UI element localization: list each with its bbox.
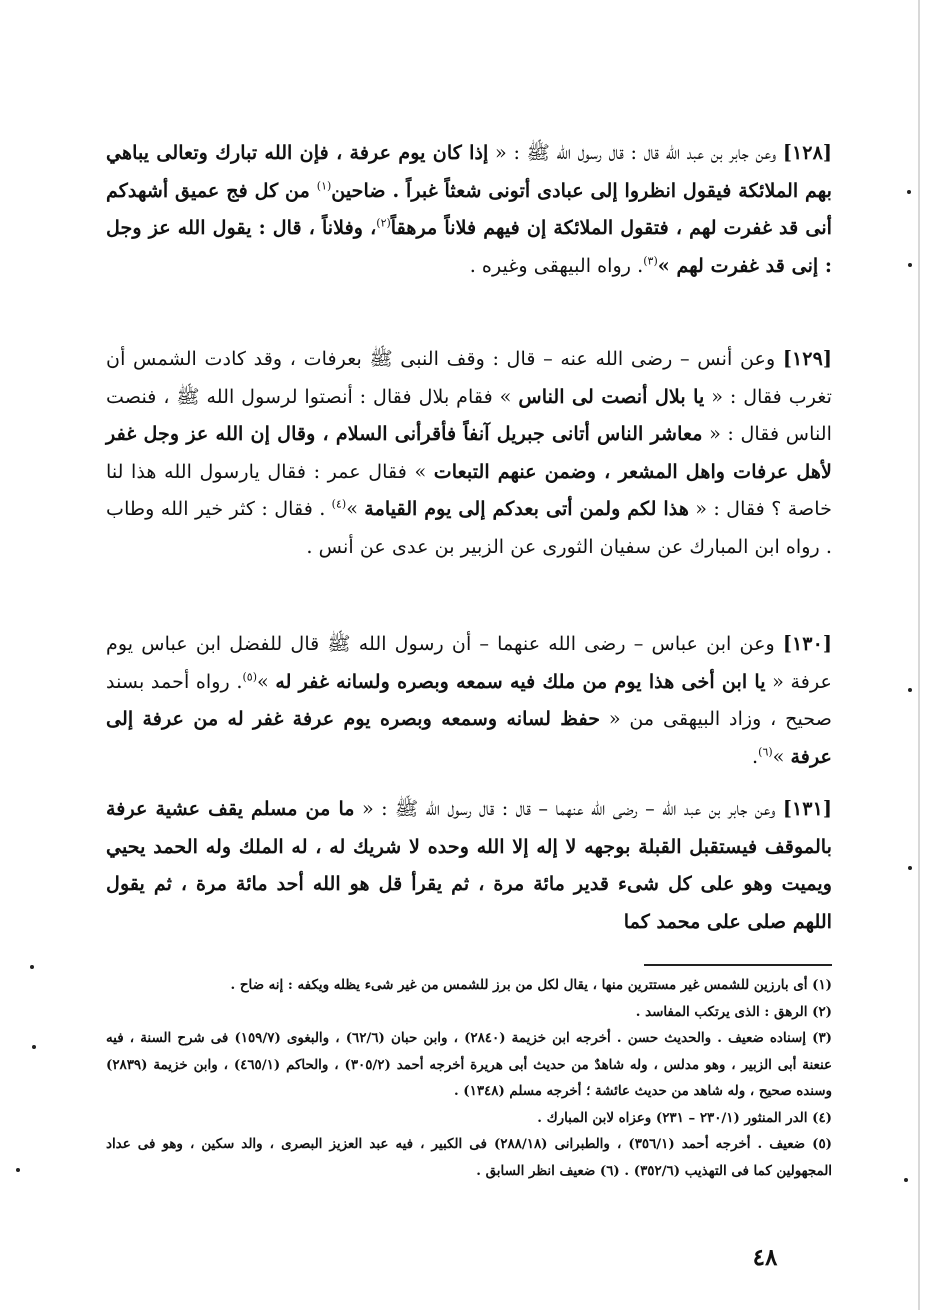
hadith-quote: هذا لكم ولمن أتى بعدكم إلى يوم القيامة xyxy=(364,497,689,520)
hadith-quote: يا بلال أنصت لى الناس xyxy=(518,384,705,408)
hadith-number: [١٣١] xyxy=(782,797,832,820)
hadith-129 xyxy=(106,340,832,565)
hadith-quote: إذا كان يوم عرفة ، فإن الله تبارك وتعالى يباهي بهم الملائكة فيقول انظروا إلى عبادى أتونى شعثاً غبراً . ضاحين xyxy=(106,141,832,202)
scan-speck xyxy=(907,190,911,194)
footnote-ref: (٤) xyxy=(331,497,347,511)
page-number: ٤٨ xyxy=(752,1244,778,1271)
hadith-number: [١٢٩] xyxy=(782,347,832,370)
footnote-ref: (١) xyxy=(316,179,332,193)
hadith-quote: حفظ لسانه وسمعه وبصره يوم عرفة غفر له من عرفة إلى عرفة xyxy=(106,707,832,768)
narration-text: . xyxy=(752,744,759,768)
scan-speck xyxy=(16,1168,20,1172)
scan-speck xyxy=(30,965,34,969)
hadith-quote: ، وفلاناً ، قال : يقول الله عز وجل : إنى قد غفرت لهم » xyxy=(106,216,832,277)
narration-text: . فقال : كثر خير الله وطاب . رواه ابن المبارك عن سفيان الثورى عن الزبير بن عدى عن أنس . xyxy=(106,497,832,558)
narration-text: . رواه أحمد بسند صحيح ، وزاد البيهقى من « xyxy=(106,669,832,730)
scan-speck xyxy=(908,866,912,870)
footnote-ref: (٣) xyxy=(643,254,658,268)
hadith-number: [١٣٠] xyxy=(782,632,832,655)
narration-text: وعن أنس – رضى الله عنه – قال : وقف النبى ﷺ بعرفات ، وقد كادت الشمس أن تغرب فقال : « xyxy=(106,347,832,408)
footnote-4: (٤) الدر المنثور (٢٣٠/١ – ٢٣١) وعزاه لابن المبارك . xyxy=(537,1109,832,1126)
hadith-quote: ما من مسلم يقف عشية عرفة بالموقف فيستقبل القبلة بوجهه لا إله إلا الله وحده لا شريك له ، له الملك وله الحمد يحيي ويميت وهو على كل شىء قدير مائة مرة ، ثم يقرأ قل هو الله أحد مائة مرة ، ثم يقول اللهم صلى على محمد كما xyxy=(106,797,832,933)
scan-speck xyxy=(904,1178,908,1182)
hadith-paragraph xyxy=(106,625,832,775)
footnote-3: (٣) إسناده ضعيف . والحديث حسن . أخرجه ابن خزيمة (٢٨٤٠) ، وابن حبان (٦٢/٦) ، والبغوى (١٥٩/٧) فى شرح السنة ، فيه عنعنة أبى الزبير ، وهو مدلس ، وله شاهدٌ من حديث أبى هريرة أخرجه أحمد (٣٠٥/٢) ، والحاكم (٤٦٥/١) ، وابن خزيمة (٢٨٣٩) وسنده صحيح ، وله شاهد من حديث عائشة ؛ أخرجه مسلم (١٣٤٨) . xyxy=(106,1030,833,1099)
narration-text: وعن جابر بن عبد الله – رضى الله عنهما – قال : قال رسول الله ﷺ : « xyxy=(354,797,783,820)
narration-text: وعن جابر بن عبد الله قال : قال رسول الله ﷺ : « xyxy=(488,141,783,164)
footnote-ref: (٦) xyxy=(758,745,773,759)
footnote-2: (٢) الرهق : الذى يرتكب المفاسد . xyxy=(635,1003,832,1020)
narration-text: » xyxy=(772,744,791,768)
scan-speck xyxy=(908,688,912,692)
hadith-quote: يا ابن أخى هذا يوم من ملك فيه سمعه وبصره ولسانه غفر له xyxy=(275,669,766,693)
hadith-paragraph xyxy=(106,790,832,940)
narration-text: » xyxy=(257,669,276,693)
narration-text: . رواه البيهقى وغيره . xyxy=(469,253,644,277)
hadith-128 xyxy=(106,134,832,284)
hadith-130 xyxy=(106,625,832,775)
footnote-1: (١) أى بارزين للشمس غير مستترين منها ، يقال لكل من برز للشمس من غير شىء يظله ويكفه : إنه ضاح . xyxy=(230,977,832,993)
narration-text: وعن ابن عباس – رضى الله عنهما – أن رسول الله ﷺ قال للفضل ابن عباس يوم عرفة « xyxy=(106,632,832,693)
hadith-paragraph xyxy=(106,340,832,565)
scan-edge-line xyxy=(918,0,920,1310)
footnote-ref: (٢) xyxy=(376,216,391,230)
footnote-ref: (٥) xyxy=(242,670,258,684)
hadith-quote: من كل فج عميق أشهدكم أنى قد غفرت لهم ، فتقول الملائكة إن فيهم فلاناً مرهقاً xyxy=(106,178,832,239)
narration-text: » xyxy=(346,497,365,520)
narration-text: » فقال عمر : فقال يارسول الله هذا لنا خاصة ؟ فقال : « xyxy=(106,459,833,520)
scan-speck xyxy=(32,1045,36,1049)
footnote-5-6: (٥) ضعيف . أخرجه أحمد (٣٥٦/١) ، والطبرانى (٢٨٨/١٨) فى الكبير ، فيه عبد العزيز البصرى ، والد سكين ، وهو فى عداد المجهولين كما فى التهذيب (٣٥٢/٦) . (٦) ضعيف انظر السابق . xyxy=(106,1136,832,1179)
footnote-separator xyxy=(644,964,832,966)
narration-text: » فقام بلال فقال : أنصتوا لرسول الله ﷺ ، فنصت الناس فقال : « xyxy=(106,384,832,445)
hadith-131 xyxy=(106,790,832,940)
scan-speck xyxy=(908,263,912,267)
footnotes xyxy=(106,972,832,1184)
hadith-number: [١٢٨] xyxy=(782,141,832,164)
hadith-quote: معاشر الناس أتانى جبريل آنفاً فأقرأنى السلام ، وقال إن الله عز وجل غفر لأهل عرفات واهل المشعر ، وضمن عنهم التبعات xyxy=(106,422,832,483)
hadith-paragraph xyxy=(106,134,832,284)
